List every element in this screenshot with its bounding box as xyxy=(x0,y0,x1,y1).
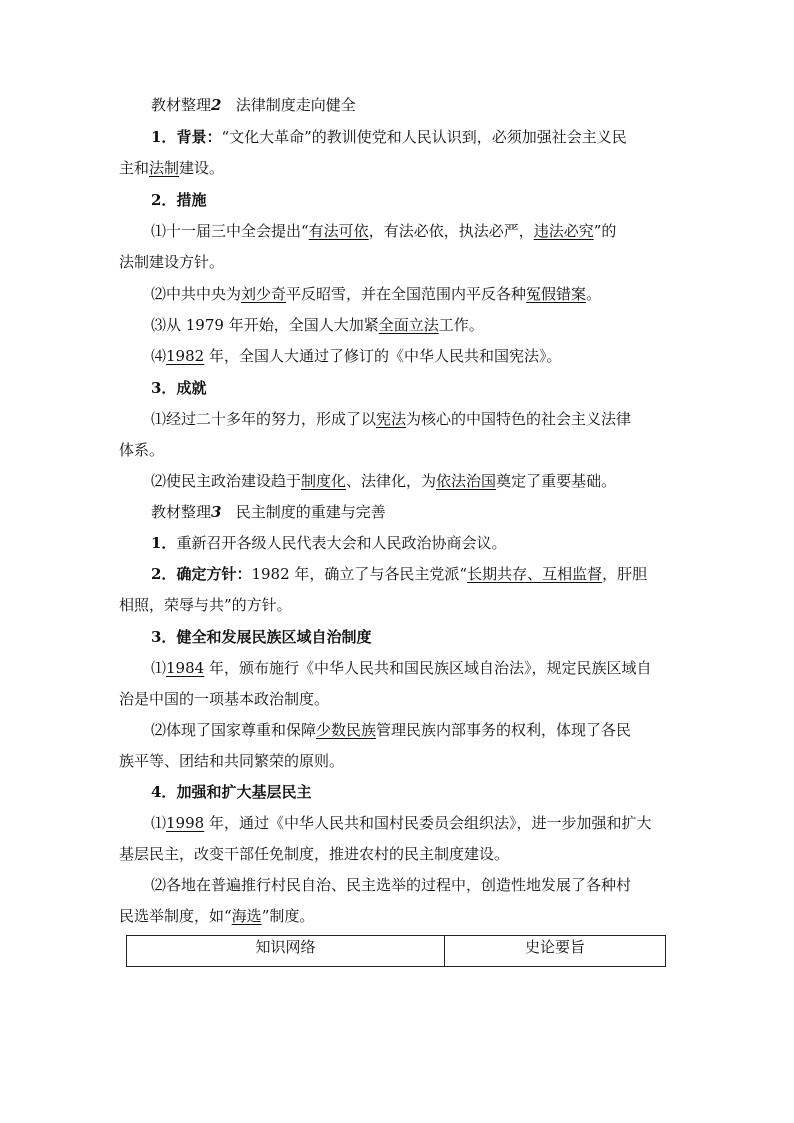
summary-table xyxy=(126,935,666,967)
section-heading-3: 教材整理3 民主制度的重建与完善 xyxy=(151,503,386,521)
measure-4: ⑷1982 年，全国人大通过了修订的《中华人民共和国宪法》。 xyxy=(151,347,562,365)
measure-1: ⑴十一届三中全会提出“有法可依，有法必依，执法必严，违法必究”的 xyxy=(151,222,617,240)
ethnic-autonomy-2-cont: 族平等、团结和共同繁荣的原则。 xyxy=(119,752,345,770)
paragraph-background-cont: 主和法制建设。 xyxy=(119,159,225,177)
heading-achievements: 3．成就 xyxy=(151,379,207,397)
achievement-1-cont: 体系。 xyxy=(119,441,165,459)
ethnic-autonomy-1: ⑴1984 年，颁布施行《中华人民共和国民族区域自治法》，规定民族区域自 xyxy=(151,659,652,677)
grassroots-2: ⑵各地在普遍推行村民自治、民主选举的过程中，创造性地发展了各种村 xyxy=(151,876,632,894)
section-heading-2: 教材整理2 法律制度走向健全 xyxy=(151,96,356,114)
grassroots-2-cont: 民选举制度，如“海选”制度。 xyxy=(119,907,315,925)
measure-3: ⑶从 1979 年开始，全国人大加紧全面立法工作。 xyxy=(151,316,484,334)
heading-ethnic-autonomy: 3．健全和发展民族区域自治制度 xyxy=(151,628,372,646)
grassroots-1-cont: 基层民主，改变干部任免制度，推进农村的民主制度建设。 xyxy=(119,845,510,863)
table-header-knowledge-network: 知识网络 xyxy=(127,936,445,966)
grassroots-1: ⑴1998 年，通过《中华人民共和国村民委员会组织法》，进一步加强和扩大 xyxy=(151,814,652,832)
heading-measures: 2．措施 xyxy=(151,191,207,209)
ethnic-autonomy-2: ⑵体现了国家尊重和保障少数民族管理民族内部事务的权利，体现了各民 xyxy=(151,721,632,739)
table-header-history-theory: 史论要旨 xyxy=(524,938,585,956)
democracy-item-1: 1．重新召开各级人民代表大会和人民政治协商会议。 xyxy=(151,534,507,552)
paragraph-background: 1．背景：“文化大革命”的教训使党和人民认识到，必须加强社会主义民 xyxy=(151,128,627,146)
heading-grassroots-democracy: 4．加强和扩大基层民主 xyxy=(151,783,312,801)
achievement-1: ⑴经过二十多年的努力，形成了以宪法为核心的中国特色的社会主义法律 xyxy=(151,410,632,428)
democracy-item-2: 2．确定方针：1982 年，确立了与各民主党派“长期共存、互相监督，肝胆 xyxy=(151,565,648,583)
measure-2: ⑵中共中央为刘少奇平反昭雪，并在全国范围内平反各种冤假错案。 xyxy=(151,285,602,303)
democracy-item-2-cont: 相照，荣辱与共”的方针。 xyxy=(119,596,292,614)
ethnic-autonomy-1-cont: 治是中国的一项基本政治制度。 xyxy=(119,690,330,708)
measure-1-cont: 法制建设方针。 xyxy=(119,253,225,271)
achievement-2: ⑵使民主政治建设趋于制度化、法律化，为依法治国奠定了重要基础。 xyxy=(151,472,617,490)
